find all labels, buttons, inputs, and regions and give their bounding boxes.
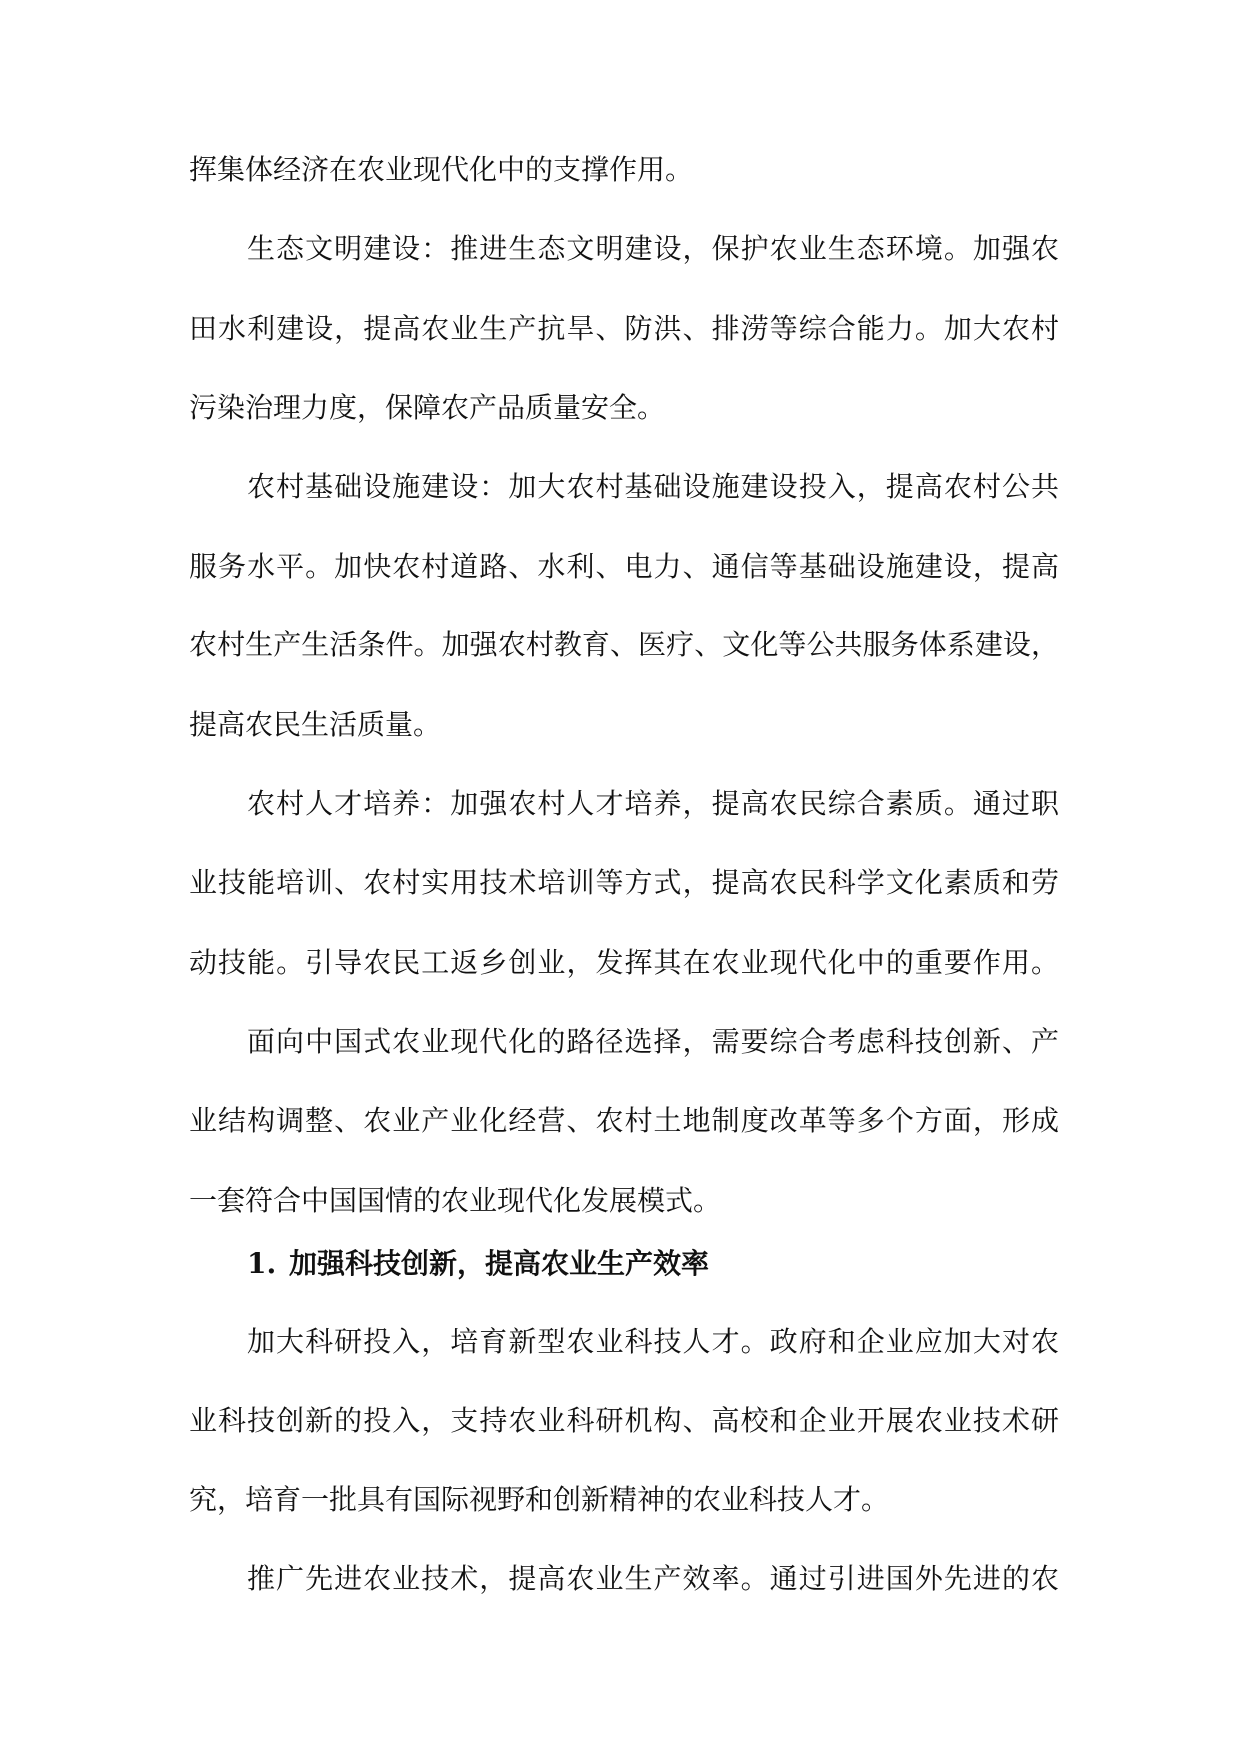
body-text-line: 农村人才培养：加强农村人才培养，提高农民综合素质。通过职 [247,787,1059,820]
body-text-line: 挥集体经济在农业现代化中的支撑作用。 [189,153,694,186]
body-text-line: 面向中国式农业现代化的路径选择，需要综合考虑科技创新、产 [247,1025,1059,1058]
body-text-line: 农村基础设施建设：加大农村基础设施建设投入，提高农村公共 [247,470,1059,503]
body-text-line: 田水利建设，提高农业生产抗旱、防洪、排涝等综合能力。加大农村 [189,312,1059,345]
body-text-line: 究，培育一批具有国际视野和创新精神的农业科技人才。 [189,1483,890,1516]
body-text-line: 服务水平。加快农村道路、水利、电力、通信等基础设施建设，提高 [189,550,1059,583]
body-text-line: 一套符合中国国情的农业现代化发展模式。 [189,1184,722,1217]
body-text-line: 业科技创新的投入，支持农业科研机构、高校和企业开展农业技术研 [189,1404,1059,1437]
body-text-line: 污染治理力度，保障农产品质量安全。 [189,391,666,424]
body-text-line: 推广先进农业技术，提高农业生产效率。通过引进国外先进的农 [247,1562,1059,1595]
body-text-line: 生态文明建设：推进生态文明建设，保护农业生态环境。加强农 [247,232,1059,265]
body-text-line: 业结构调整、农业产业化经营、农村土地制度改革等多个方面，形成 [189,1104,1059,1137]
section-title: 加强科技创新，提高农业生产效率 [289,1247,710,1280]
section-number: 1. [247,1247,277,1280]
body-text-line: 业技能培训、农村实用技术培训等方式，提高农民科学文化素质和劳 [189,866,1059,899]
body-text-line: 农村生产生活条件。加强农村教育、医疗、文化等公共服务体系建设， [189,628,1059,661]
body-text-line: 加大科研投入，培育新型农业科技人才。政府和企业应加大对农 [247,1325,1059,1358]
section-heading [247,1244,709,1284]
body-text-line: 提高农民生活质量。 [189,708,442,741]
body-text-line: 动技能。引导农民工返乡创业，发挥其在农业现代化中的重要作用。 [189,946,1059,979]
